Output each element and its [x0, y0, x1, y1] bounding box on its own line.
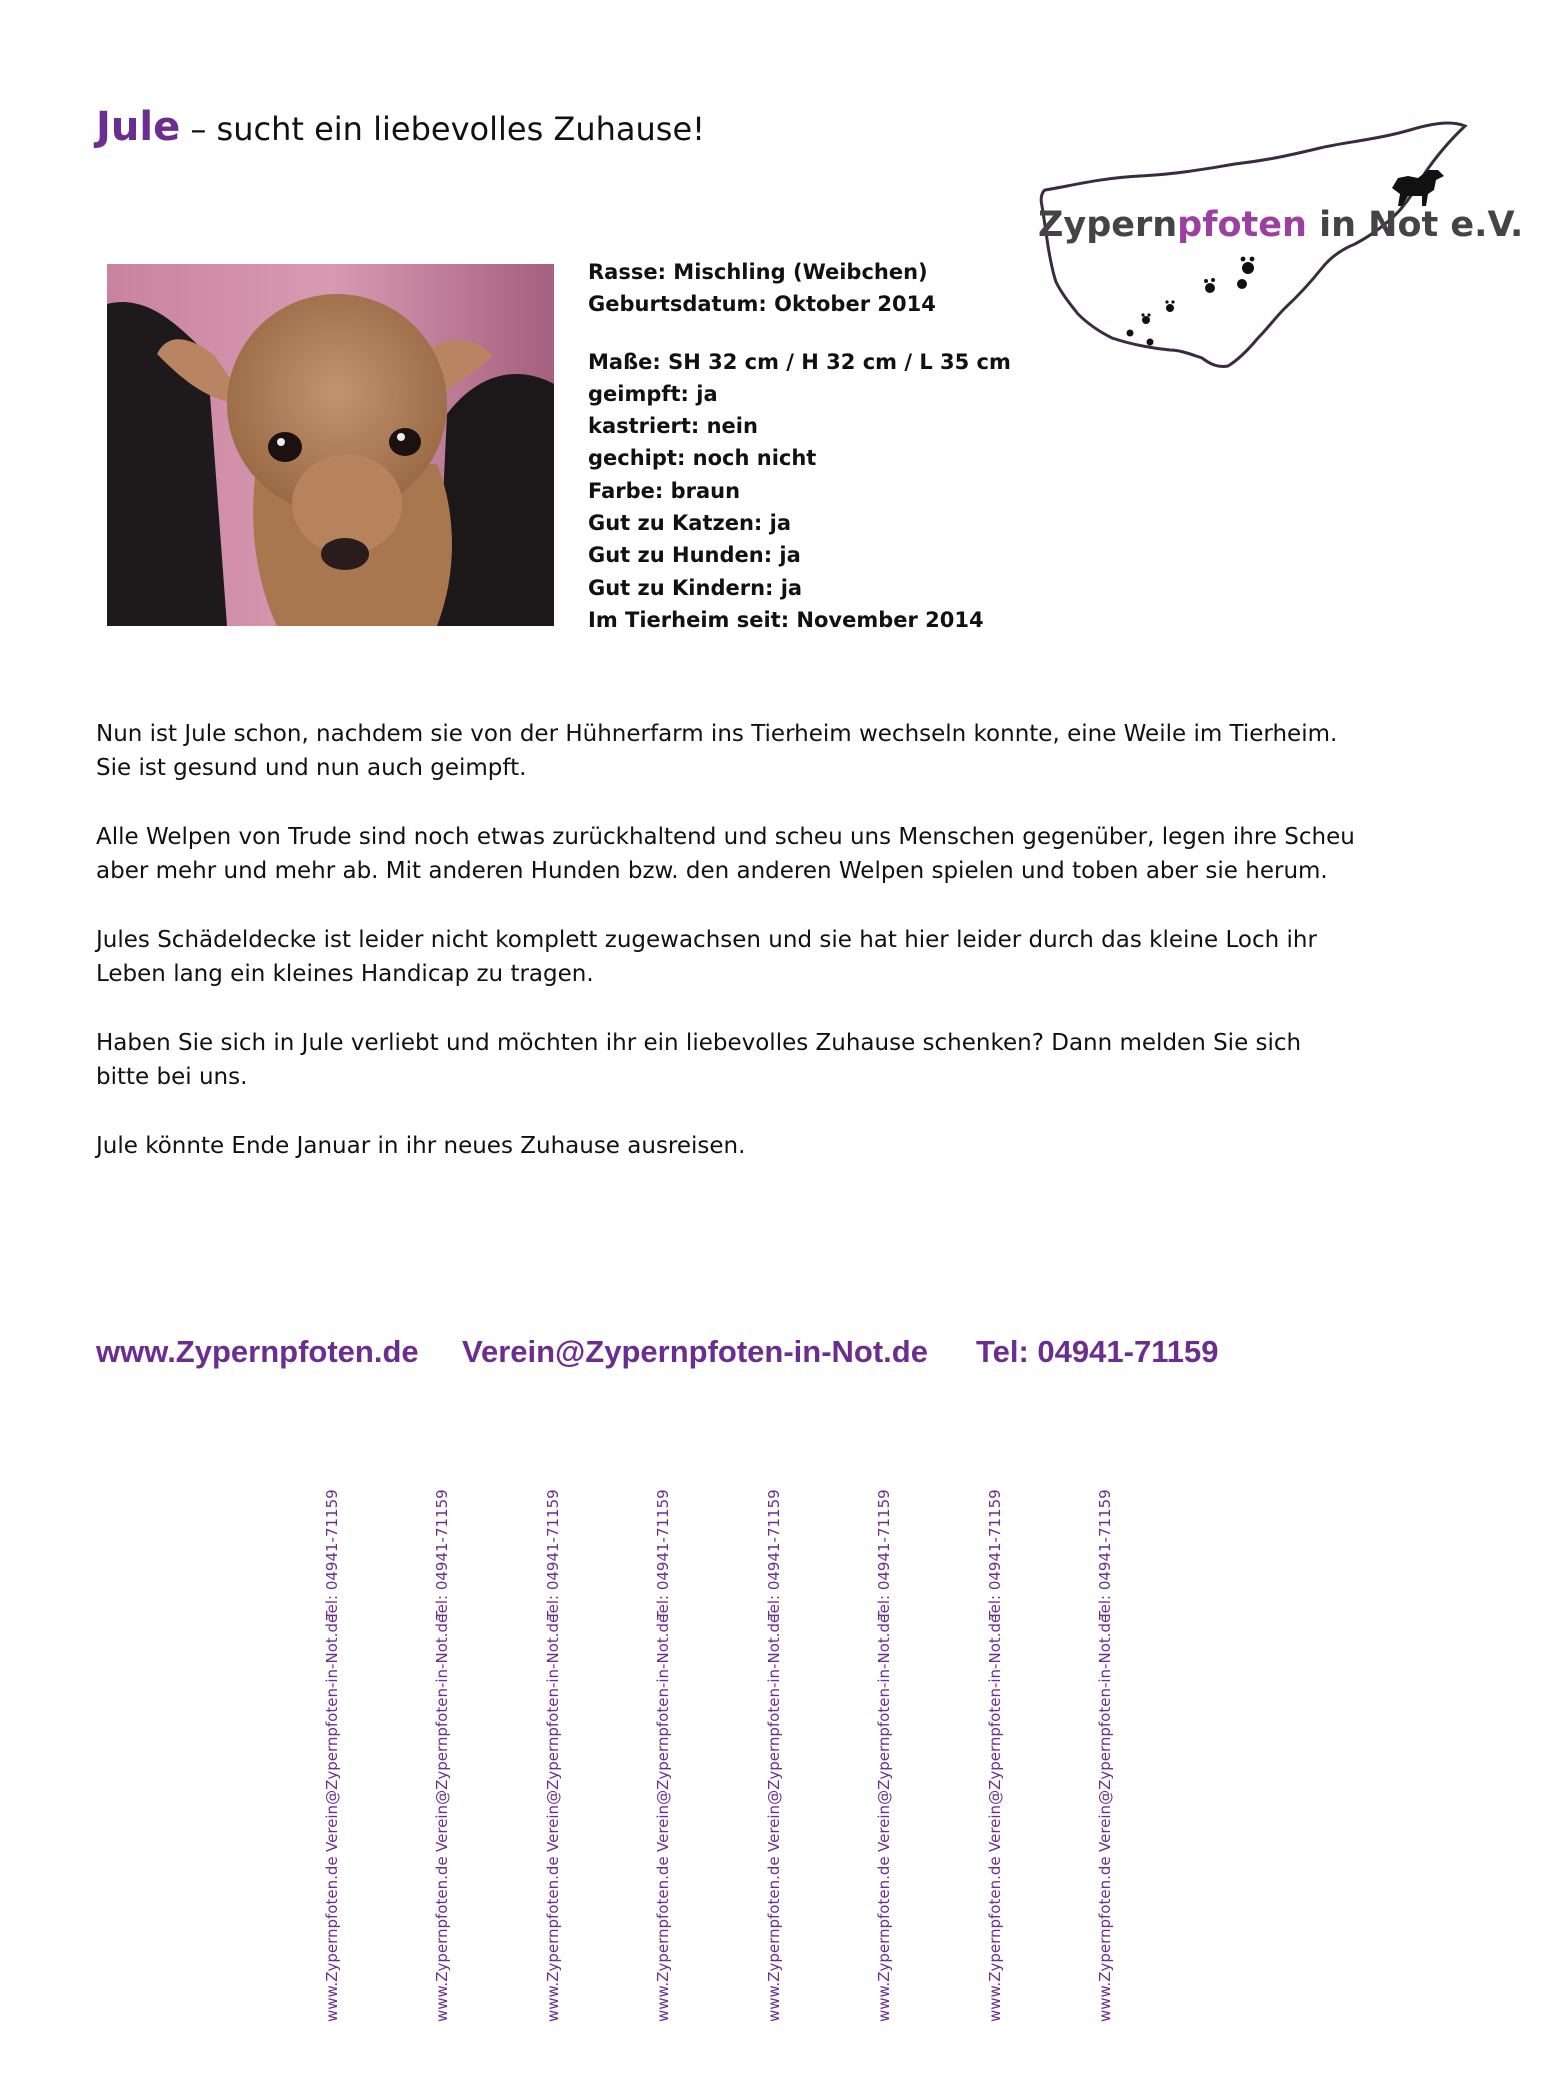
page-title	[96, 104, 705, 150]
fact-chipped: gechipt: noch nicht	[588, 446, 817, 471]
tab-website: www.Zypernpfoten.de	[986, 1856, 1004, 2022]
tear-off-tab[interactable]	[433, 1489, 463, 2030]
fact-dogs: Gut zu Hunden: ja	[588, 543, 801, 568]
tear-off-tab[interactable]	[544, 1489, 574, 2030]
tab-phone: Tel: 04941-71159	[433, 1489, 451, 1620]
fact-birthdate: Geburtsdatum: Oktober 2014	[588, 292, 936, 317]
tear-off-tab[interactable]	[1096, 1489, 1126, 2030]
tab-email: Verein@Zypernpfoten-in-Not.de	[323, 1613, 341, 1852]
fact-neutered: kastriert: nein	[588, 414, 758, 439]
tab-email: Verein@Zypernpfoten-in-Not.de	[654, 1613, 672, 1852]
tab-phone: Tel: 04941-71159	[654, 1489, 672, 1620]
tagline: – sucht ein liebevolles Zuhause!	[190, 110, 705, 148]
tab-email: Verein@Zypernpfoten-in-Not.de	[1096, 1613, 1114, 1852]
fact-spacer	[588, 321, 1011, 346]
tab-website: www.Zypernpfoten.de	[544, 1856, 562, 2022]
tear-off-tab[interactable]	[875, 1489, 905, 2030]
fact-color: Farbe: braun	[588, 478, 741, 503]
paragraph: Nun ist Jule schon, nachdem sie von der Hühnerfarm ins Tierheim wechseln konnte, eine Weile im Tierheim. Sie ist gesund und nun auch geimpft.	[96, 721, 1338, 781]
dog-silhouette-icon	[1392, 170, 1444, 206]
dog-photo	[107, 264, 554, 626]
tab-phone: Tel: 04941-71159	[875, 1489, 893, 1620]
tear-off-tab[interactable]	[986, 1489, 1016, 2030]
paw-prints	[1127, 257, 1255, 346]
tab-phone: Tel: 04941-71159	[986, 1489, 1004, 1620]
tear-off-tab[interactable]	[323, 1489, 353, 2030]
phone-number: Tel: 04941-71159	[976, 1334, 1219, 1369]
tab-email: Verein@Zypernpfoten-in-Not.de	[986, 1613, 1004, 1852]
tab-email: Verein@Zypernpfoten-in-Not.de	[433, 1613, 451, 1852]
fact-list	[588, 256, 1011, 636]
paragraph: Jules Schädeldecke ist leider nicht komplett zugewachsen und sie hat hier leider durch das kleine Loch ihr Leben lang ein kleines Handicap zu tragen.	[96, 927, 1317, 987]
logo-wordmark: Zypernpfoten in Not e.V.	[1038, 205, 1524, 245]
fact-shelter-since: Im Tierheim seit: November 2014	[588, 607, 984, 632]
tear-off-tab[interactable]	[654, 1489, 684, 2030]
tab-phone: Tel: 04941-71159	[323, 1489, 341, 1620]
paragraph: Haben Sie sich in Jule verliebt und möchten ihr ein liebevolles Zuhause schenken? Dann melden Sie sich bitte bei uns.	[96, 1030, 1302, 1090]
tab-website: www.Zypernpfoten.de	[654, 1856, 672, 2022]
fact-breed: Rasse: Mischling (Weibchen)	[588, 260, 928, 284]
fact-cats: Gut zu Katzen: ja	[588, 511, 791, 536]
tab-website: www.Zypernpfoten.de	[1096, 1856, 1114, 2022]
tab-email: Verein@Zypernpfoten-in-Not.de	[875, 1613, 893, 1852]
paragraph: Jule könnte Ende Januar in ihr neues Zuhause ausreisen.	[96, 1133, 746, 1159]
tab-website: www.Zypernpfoten.de	[433, 1856, 451, 2022]
description	[96, 717, 1356, 1198]
tab-website: www.Zypernpfoten.de	[323, 1856, 341, 2022]
tab-phone: Tel: 04941-71159	[765, 1489, 783, 1620]
fact-measurements: Maße: SH 32 cm / H 32 cm / L 35 cm	[588, 349, 1011, 374]
tab-website: www.Zypernpfoten.de	[875, 1856, 893, 2022]
fact-children: Gut zu Kindern: ja	[588, 575, 803, 600]
email-link[interactable]: Verein@Zypernpfoten-in-Not.de	[462, 1334, 928, 1369]
tab-phone: Tel: 04941-71159	[544, 1489, 562, 1620]
cyprus-map-logo	[1030, 118, 1470, 378]
tear-off-tab[interactable]	[765, 1489, 795, 2030]
tab-website: www.Zypernpfoten.de	[765, 1856, 783, 2022]
dog-name: Jule	[96, 104, 181, 150]
fact-vaccinated: geimpft: ja	[588, 381, 718, 406]
paragraph: Alle Welpen von Trude sind noch etwas zurückhaltend und scheu uns Menschen gegenüber, legen ihre Scheu aber mehr und mehr ab. Mit anderen Hunden bzw. den anderen Welpen spielen und toben aber sie herum.	[96, 824, 1355, 884]
tear-off-tabs	[0, 1489, 1553, 2030]
tab-phone: Tel: 04941-71159	[1096, 1489, 1114, 1620]
website-link[interactable]: www.Zypernpfoten.de	[96, 1334, 419, 1369]
tab-email: Verein@Zypernpfoten-in-Not.de	[765, 1613, 783, 1852]
tab-email: Verein@Zypernpfoten-in-Not.de	[544, 1613, 562, 1852]
